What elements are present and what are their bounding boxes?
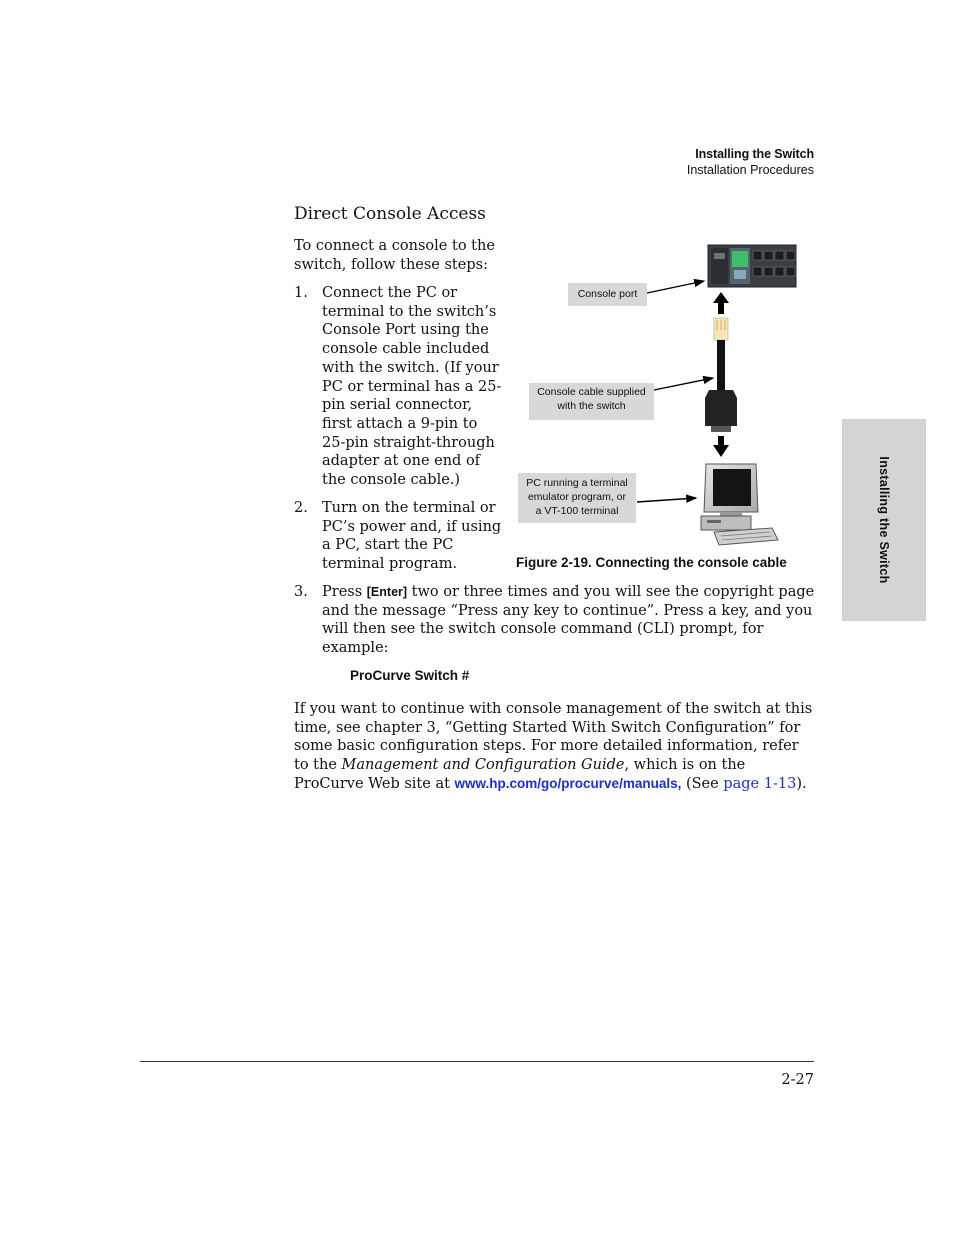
callout-console-port: Console port [568,283,647,306]
step-1-text: Connect the PC or terminal to the switch’s Console Port using the console cable included with the switch. (If your PC or terminal has a 25-pin serial connector, first attach a 9-pin to 25-pin straight-through adapter at one end of the console cable.) [322,285,502,489]
step-1-number: 1. [294,285,308,301]
step-3-text [322,583,817,658]
page-number: 2-27 [781,1072,814,1088]
step-2-text: Turn on the terminal or PC’s power and, if using a PC, start the PC terminal program. [322,500,502,573]
running-header-chapter: Installing the Switch [695,147,814,161]
callout-console-cable [529,383,654,420]
paragraph-text-1: If you want to continue with console management of the switch at this time, see chapter 3, “Getting Started With Switch Configuration” for some basic configuration steps. For more detailed information, refer to the [294,701,813,774]
figure-caption: Figure 2-19. Connecting the console cable [516,555,787,570]
paragraph-text-3: (See [681,775,724,792]
up-arrow-icon [713,292,729,314]
db9-connector [705,390,737,432]
paragraph-text-2: , which is on the ProCurve Web site at [294,757,746,792]
rj45-connector [714,318,728,340]
cli-prompt-example: ProCurve Switch # [350,668,470,683]
step-3-pre: Press [322,584,367,600]
procurve-manuals-link[interactable]: www.hp.com/go/procurve/manuals, [454,775,682,791]
guide-title: Management and Configuration Guide [341,757,625,774]
footer-rule [140,1061,814,1062]
step-3-number: 3. [294,584,308,600]
callout-cable-line-2: with the switch [557,400,626,412]
switch-front-panel [708,245,796,287]
callout-pc-line-2: emulator program, or [527,491,627,503]
closing-paragraph [294,700,816,794]
chapter-thumb-tab-label: Installing the Switch [877,456,891,584]
running-header-section: Installation Procedures [686,163,814,177]
pc-keyboard [714,528,778,545]
intro-text: To connect a console to the switch, follow these steps: [294,238,495,273]
console-port-pointer [647,281,704,293]
step-3-post: two or three times and you will see the copyright page and the message “Press any key to continue”. Press a key, and you will then see the switch console command (CLI) prompt, for example: [322,584,815,657]
console-cable [717,340,725,392]
cable-pointer [654,378,713,390]
down-arrow-icon [713,436,729,457]
pc-pointer [637,498,696,502]
paragraph-text-4: ). [796,775,807,792]
enter-key: [Enter] [366,585,408,599]
callout-pc-line-3: a VT-100 terminal [535,505,619,517]
chapter-thumb-tab [842,419,926,621]
callout-pc-line-1: PC running a terminal [526,477,628,489]
callout-pc-terminal [518,473,636,523]
pc-system-unit [701,516,751,530]
pc-monitor [704,464,758,516]
callout-cable-line-1: Console cable supplied [537,386,646,398]
section-title: Direct Console Access [294,204,486,224]
page-ref-link[interactable]: page 1-13 [723,775,797,792]
step-2-number: 2. [294,500,308,516]
